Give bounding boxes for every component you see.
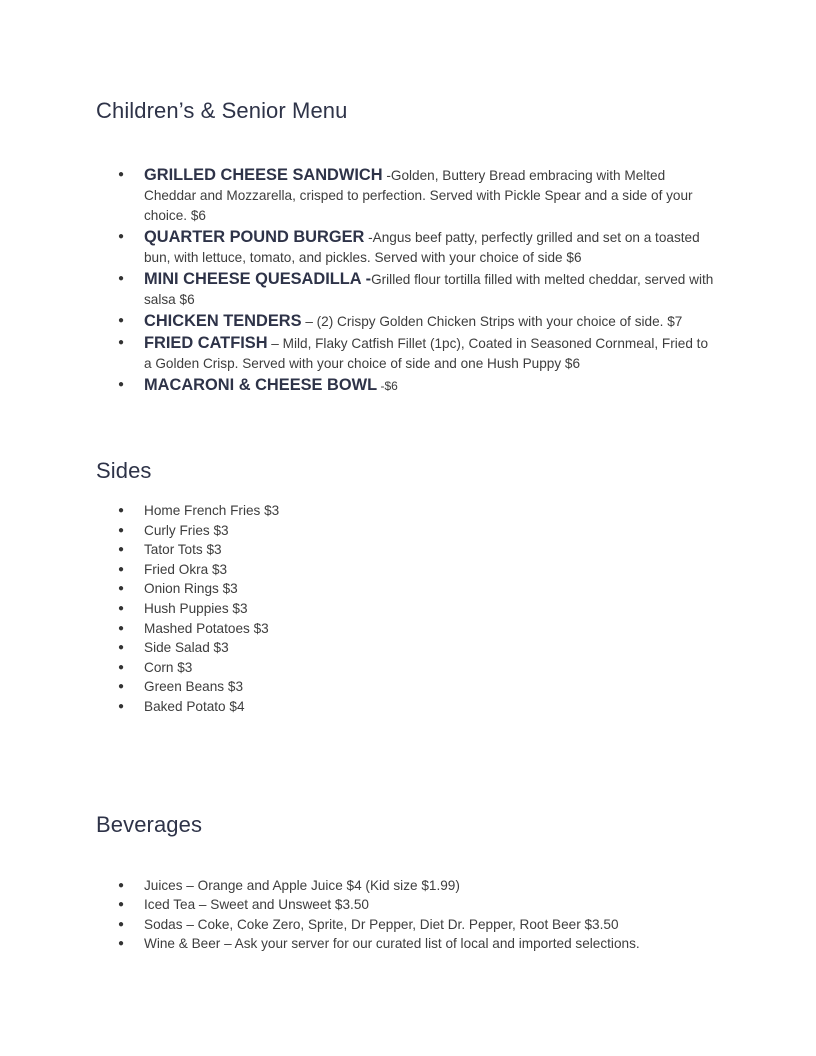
menu-item-description: – Mild, Flaky Catfish Fillet (1pc), Coated in Seasoned Cornmeal, Fried to a Golden Crisp. Served with your choice of side and one Hush Puppy $6 [144,336,709,371]
menu-item-description: -Golden, Buttery Bread embracing with Melted Cheddar and Mozzarella, crisped to perfection. Served with Pickle Spear and a side of your choice. $6 [144,168,693,223]
menu-item-quesadilla [118,269,718,310]
menu-item-name: MINI CHEESE QUESADILLA - [144,270,372,288]
sides-heading: Sides [96,458,152,483]
menu-item-description: -$6 [377,379,398,393]
menu-item-description: -Angus beef patty, perfectly grilled and set on a toasted bun, with lettuce, tomato, and pickles. Served with your choice of side $6 [144,230,700,265]
beverage-item: ● Juices – Orange and Apple Juice $4 (Kid size $1.99) [118,876,718,895]
menu-item-name: GRILLED CHEESE SANDWICH [144,166,383,184]
menu-item-fried-catfish [118,333,718,374]
side-item: ● Mashed Potatoes $3 [118,619,718,639]
beverages-list [118,876,718,954]
side-item: ● Green Beans $3 [118,677,718,697]
kids-menu-list [118,165,718,397]
menu-item-burger [118,227,718,268]
menu-item-mac-cheese [118,375,718,396]
menu-item-name: FRIED CATFISH [144,334,268,352]
beverage-item: ● Sodas – Coke, Coke Zero, Sprite, Dr Pepper, Diet Dr. Pepper, Root Beer $3.50 [118,915,718,934]
side-item: ● Baked Potato $4 [118,697,718,717]
side-item: ● Onion Rings $3 [118,579,718,599]
beverage-item: ● Iced Tea – Sweet and Unsweet $3.50 [118,895,718,914]
menu-item-description: – (2) Crispy Golden Chicken Strips with your choice of side. $7 [301,314,683,329]
sides-list [118,501,718,717]
menu-item-name: QUARTER POUND BURGER [144,228,365,246]
menu-item-name: CHICKEN TENDERS [144,312,302,330]
side-item: ● Fried Okra $3 [118,560,718,580]
side-item: ● Curly Fries $3 [118,521,718,541]
beverages-heading: Beverages [96,812,203,837]
menu-item-name: MACARONI & CHEESE BOWL [144,376,378,394]
menu-item-description: Grilled flour tortilla filled with melted cheddar, served with salsa $6 [144,272,714,307]
beverage-item: ● Wine & Beer – Ask your server for our curated list of local and imported selections. [118,934,718,953]
side-item: ● Home French Fries $3 [118,501,718,521]
kids-menu-heading: Children’s & Senior Menu [96,98,348,123]
side-item: ● Side Salad $3 [118,638,718,658]
side-item: ● Hush Puppies $3 [118,599,718,619]
side-item: ● Tator Tots $3 [118,540,718,560]
menu-item-chicken-tenders [118,311,718,332]
side-item: ● Corn $3 [118,658,718,678]
menu-item-grilled-cheese [118,165,718,226]
